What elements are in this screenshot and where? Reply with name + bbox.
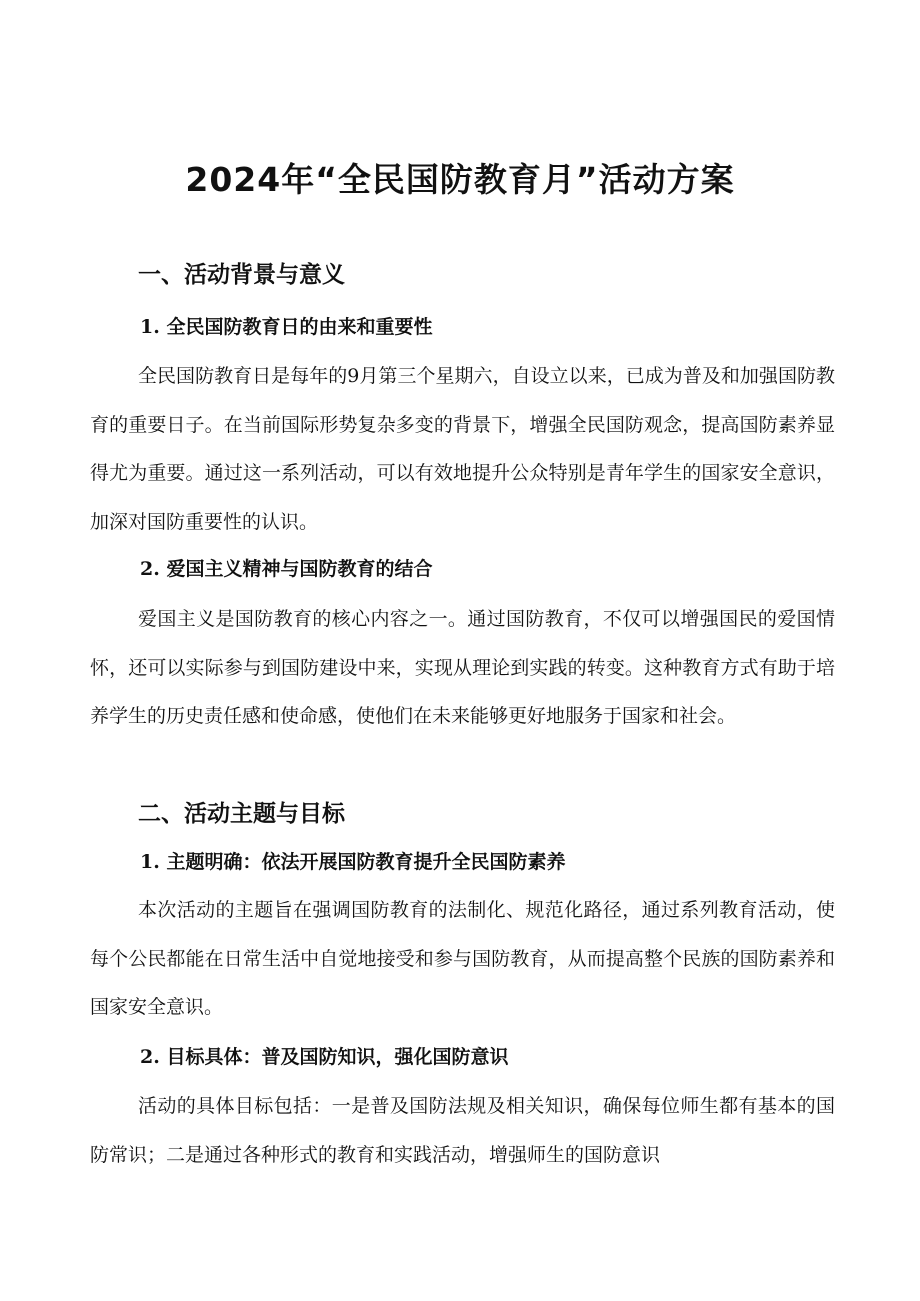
subsection-heading-theme: 1. 主题明确：依法开展国防教育提升全民国防素养 (140, 851, 566, 873)
subsection-heading-origin: 1. 全民国防教育日的由来和重要性 (140, 316, 433, 338)
paragraph-goals: 活动的具体目标包括：一是普及国防法规及相关知识，确保每位师生都有基本的国防常识；二是通过各种形式的教育和实践活动，增强师生的国防意识 (90, 1095, 835, 1166)
paragraph-patriotism: 爱国主义是国防教育的核心内容之一。通过国防教育，不仅可以增强国民的爱国情怀，还可以实际参与到国防建设中来，实现从理论到实践的转变。这种教育方式有助于培养学生的历史责任感和使命感，使他们在未来能够更好地服务于国家和社会。 (90, 608, 835, 727)
subsection-heading-goals: 2. 目标具体：普及国防知识，强化国防意识 (140, 1046, 509, 1068)
subsection-heading-patriotism: 2. 爱国主义精神与国防教育的结合 (140, 558, 433, 580)
document-title: 2024年“全民国防教育月”活动方案 (185, 160, 735, 199)
paragraph-theme: 本次活动的主题旨在强调国防教育的法制化、规范化路径，通过系列教育活动，使每个公民都能在日常生活中自觉地接受和参与国防教育，从而提高整个民族的国防素养和国家安全意识。 (90, 899, 835, 1018)
paragraph-origin: 全民国防教育日是每年的9月第三个星期六，自设立以来，已成为普及和加强国防教育的重要日子。在当前国际形势复杂多变的背景下，增强全民国防观念，提高国防素养显得尤为重要。通过这一系列活动，可以有效地提升公众特别是青年学生的国家安全意识，加深对国防重要性的认识。 (90, 365, 835, 533)
section-heading-background: 一、活动背景与意义 (138, 262, 345, 288)
section-heading-theme-goals: 二、活动主题与目标 (138, 801, 345, 827)
